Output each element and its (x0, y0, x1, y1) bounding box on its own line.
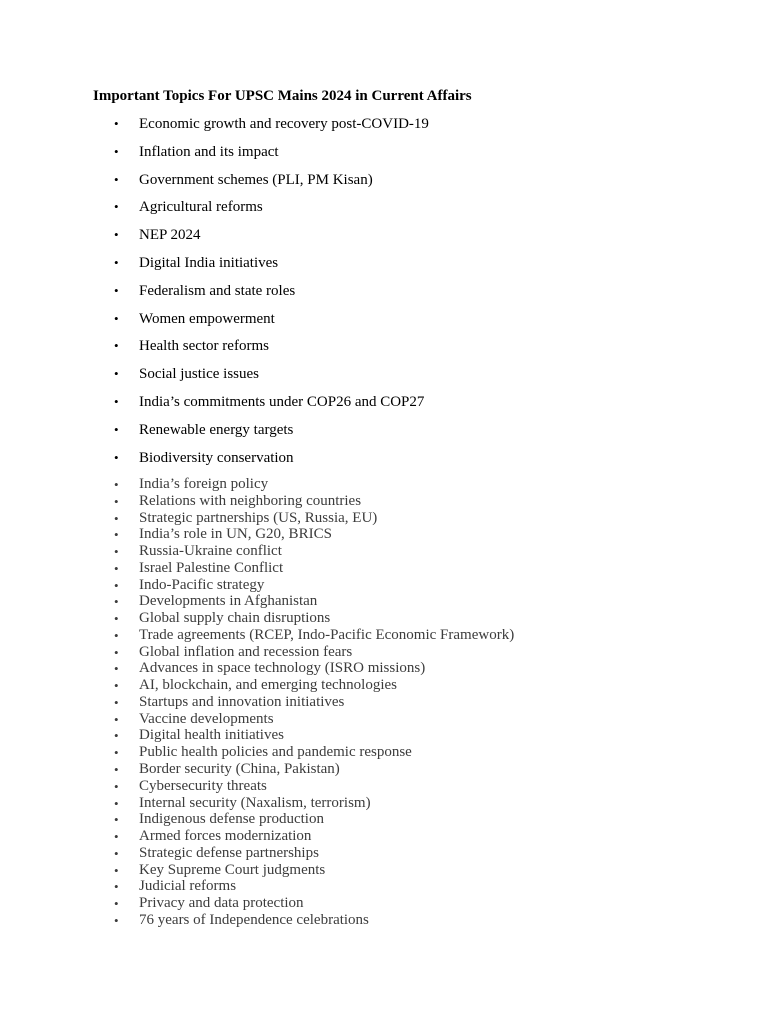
list-item-text: Vaccine developments (139, 710, 274, 727)
list-item-text: Indo-Pacific strategy (139, 576, 265, 593)
list-item-text: Global supply chain disruptions (139, 610, 331, 627)
bullet-icon: • (114, 449, 119, 465)
document-title: Important Topics For UPSC Mains 2024 in Current Affairs (93, 88, 472, 104)
bullet-icon: • (114, 829, 119, 845)
bullet-icon: • (114, 171, 119, 187)
list-item-text: Women empowerment (139, 310, 275, 327)
bullet-icon: • (114, 577, 119, 593)
bullet-icon: • (114, 912, 119, 928)
bullet-icon: • (114, 762, 119, 778)
list-item-text: Social justice issues (139, 366, 259, 383)
list-item-text: Inflation and its impact (139, 143, 279, 160)
list-item-text: Developments in Afghanistan (139, 593, 318, 610)
bullet-icon: • (114, 778, 119, 794)
list-item-text: Economic growth and recovery post-COVID-19 (139, 116, 429, 132)
list-item-text: Indigenous defense production (139, 811, 324, 828)
list-item-text: Border security (China, Pakistan) (139, 761, 340, 778)
list-item-text: Trade agreements (RCEP, Indo-Pacific Economic Framework) (139, 626, 515, 643)
bullet-icon: • (114, 310, 119, 326)
list-item-text: Public health policies and pandemic response (139, 744, 412, 761)
bullet-icon: • (114, 366, 119, 382)
list-item-text: Health sector reforms (139, 338, 269, 355)
list-item-text: Renewable energy targets (139, 421, 294, 438)
bullet-icon: • (114, 644, 119, 660)
bullet-icon: • (114, 282, 119, 298)
list-item-text: Digital health initiatives (139, 727, 284, 744)
bullet-icon: • (114, 116, 119, 131)
list-item-text: Global inflation and recession fears (139, 643, 353, 660)
list-item-text: Federalism and state roles (139, 282, 296, 299)
list-item-text: Advances in space technology (ISRO missions) (139, 660, 426, 677)
list-item-text: AI, blockchain, and emerging technologies (139, 677, 397, 694)
bullet-icon: • (114, 560, 119, 576)
list-item-text: Key Supreme Court judgments (139, 861, 326, 878)
list-item-text: India’s commitments under COP26 and COP27 (139, 393, 425, 410)
bullet-icon: • (114, 611, 119, 627)
bullet-icon: • (114, 493, 119, 509)
bullet-icon: • (114, 879, 119, 895)
list-item-text: Strategic partnerships (US, Russia, EU) (139, 509, 378, 526)
list-item-text: Russia-Ukraine conflict (139, 543, 282, 560)
bullet-icon: • (114, 477, 119, 492)
list-item-text: Startups and innovation initiatives (139, 693, 345, 710)
bullet-icon: • (114, 544, 119, 560)
bullet-icon: • (114, 678, 119, 694)
list-item-text: Biodiversity conservation (139, 449, 294, 466)
list-item-text: NEP 2024 (139, 227, 201, 244)
list-item-text: Israel Palestine Conflict (139, 559, 284, 576)
bullet-icon: • (114, 661, 119, 677)
bullet-icon: • (114, 728, 119, 744)
bullet-icon: • (114, 896, 119, 912)
bullet-icon: • (114, 862, 119, 878)
list-item-text: Relations with neighboring countries (139, 492, 362, 509)
bullet-icon: • (114, 627, 119, 643)
bullet-icon: • (114, 338, 119, 354)
list-item-text: Strategic defense partnerships (139, 844, 319, 861)
bullet-icon: • (114, 227, 119, 243)
bullet-icon: • (114, 393, 119, 409)
bullet-icon: • (114, 745, 119, 761)
bullet-icon: • (114, 199, 119, 215)
bullet-icon: • (114, 812, 119, 828)
bullet-icon: • (114, 143, 119, 159)
bullet-icon: • (114, 254, 119, 270)
list-item-text: India’s foreign policy (139, 476, 269, 492)
bullet-icon: • (114, 795, 119, 811)
list-item-text: Judicial reforms (139, 878, 237, 895)
bullet-icon: • (114, 510, 119, 526)
bullet-icon: • (114, 711, 119, 727)
list-item-text: 76 years of Independence celebrations (139, 911, 369, 928)
bullet-icon: • (114, 594, 119, 610)
bullet-icon: • (114, 421, 119, 437)
list-item-text: Digital India initiatives (139, 254, 279, 271)
list-item-text: Cybersecurity threats (139, 777, 267, 794)
list-item-text: Privacy and data protection (139, 895, 304, 912)
bullet-icon: • (114, 527, 119, 543)
list-item-text: India’s role in UN, G20, BRICS (139, 526, 332, 543)
list-item-text: Agricultural reforms (139, 199, 263, 216)
list-item-text: Government schemes (PLI, PM Kisan) (139, 171, 373, 188)
list-item-text: Internal security (Naxalism, terrorism) (139, 794, 371, 811)
bullet-icon: • (114, 845, 119, 861)
list-item-text: Armed forces modernization (139, 828, 312, 845)
bullet-icon: • (114, 694, 119, 710)
